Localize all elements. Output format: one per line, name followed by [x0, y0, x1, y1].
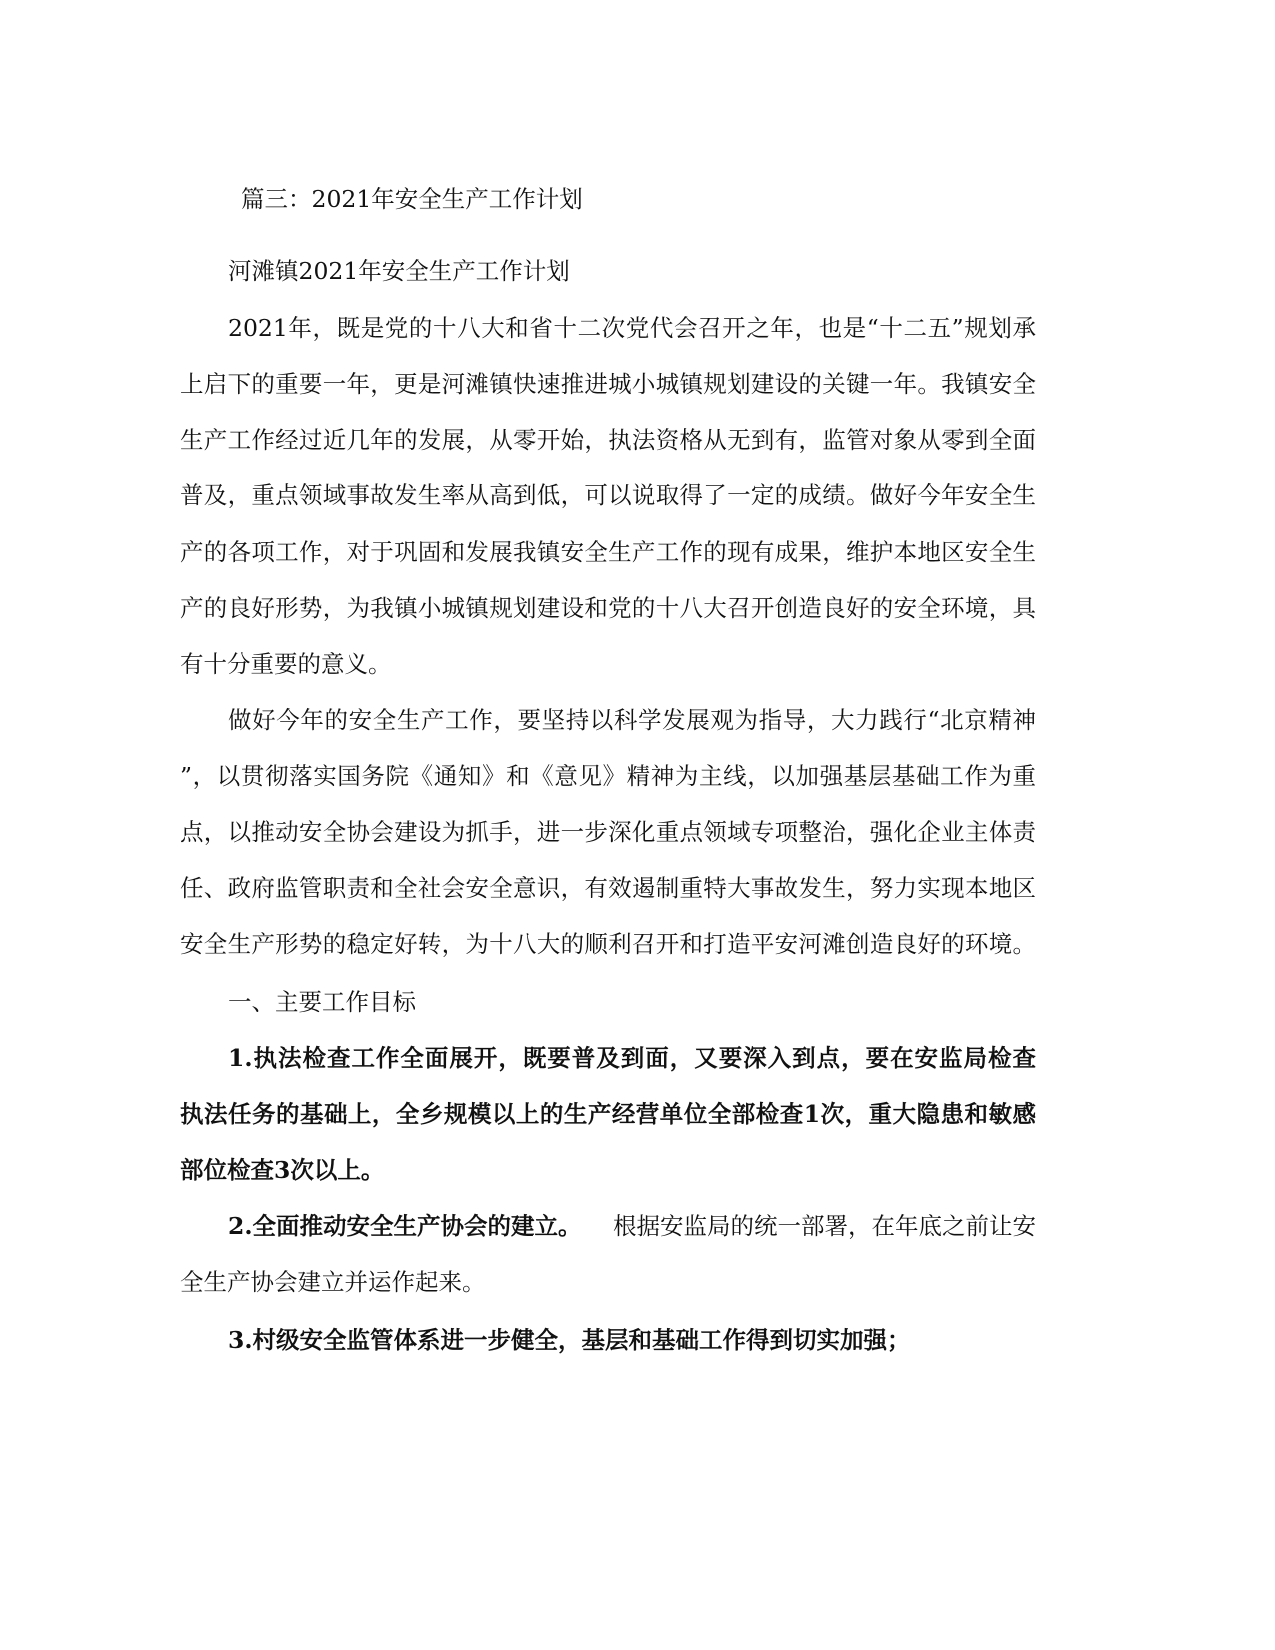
body-line: 上启下的重要一年，更是河滩镇快速推进城小城镇规划建设的关键一年。我镇安全	[180, 370, 1036, 398]
body-line: 2021年，既是党的十八大和省十二次党代会召开之年，也是“十二五”规划承	[228, 314, 1036, 342]
section-heading: 一、主要工作目标	[228, 988, 416, 1016]
goal-item-line: 3.村级安全监管体系进一步健全，基层和基础工作得到切实加强；	[228, 1326, 911, 1354]
goal-item-line: 全生产协会建立并运作起来。	[180, 1268, 486, 1296]
body-line: 产的各项工作，对于巩固和发展我镇安全生产工作的现有成果，维护本地区安全生	[180, 538, 1036, 566]
goal-item-continuation: 根据安监局的统一部署，在年底之前让安	[613, 1212, 1036, 1240]
body-line: 普及，重点领域事故发生率从高到低，可以说取得了一定的成绩。做好今年安全生	[180, 481, 1036, 509]
body-line: 点，以推动安全协会建设为抓手，进一步深化重点领域专项整治，强化企业主体责	[180, 818, 1036, 846]
goal-item-line: 1.执法检查工作全面展开，既要普及到面，又要深入到点，要在安监局检查	[228, 1044, 1036, 1072]
body-line: ”，以贯彻落实国务院《通知》和《意见》精神为主线，以加强基层基础工作为重	[180, 762, 1036, 790]
goal-item-line: 执法任务的基础上，全乡规模以上的生产经营单位全部检查1次，重大隐患和敏感	[180, 1100, 1036, 1128]
body-line: 任、政府监管职责和全社会安全意识，有效遏制重特大事故发生，努力实现本地区	[180, 874, 1036, 902]
body-line: 做好今年的安全生产工作，要坚持以科学发展观为指导，大力践行“北京精神	[228, 706, 1036, 734]
goal-item-line: 部位检查3次以上。	[180, 1156, 385, 1184]
body-line: 安全生产形势的稳定好转，为十八大的顺利召开和打造平安河滩创造良好的环境。	[180, 930, 1036, 958]
body-line: 生产工作经过近几年的发展，从零开始，执法资格从无到有，监管对象从零到全面	[180, 426, 1036, 454]
body-line: 有十分重要的意义。	[180, 650, 392, 678]
goal-item-line	[228, 1211, 1036, 1241]
goal-item-bold-lead: 2.全面推动安全生产协会的建立。	[228, 1212, 582, 1240]
document-title: 河滩镇2021年安全生产工作计划	[228, 257, 570, 285]
body-line: 产的良好形势，为我镇小城镇规划建设和党的十八大召开创造良好的安全环境，具	[180, 594, 1036, 622]
section-title: 篇三：2021年安全生产工作计划	[241, 185, 583, 213]
